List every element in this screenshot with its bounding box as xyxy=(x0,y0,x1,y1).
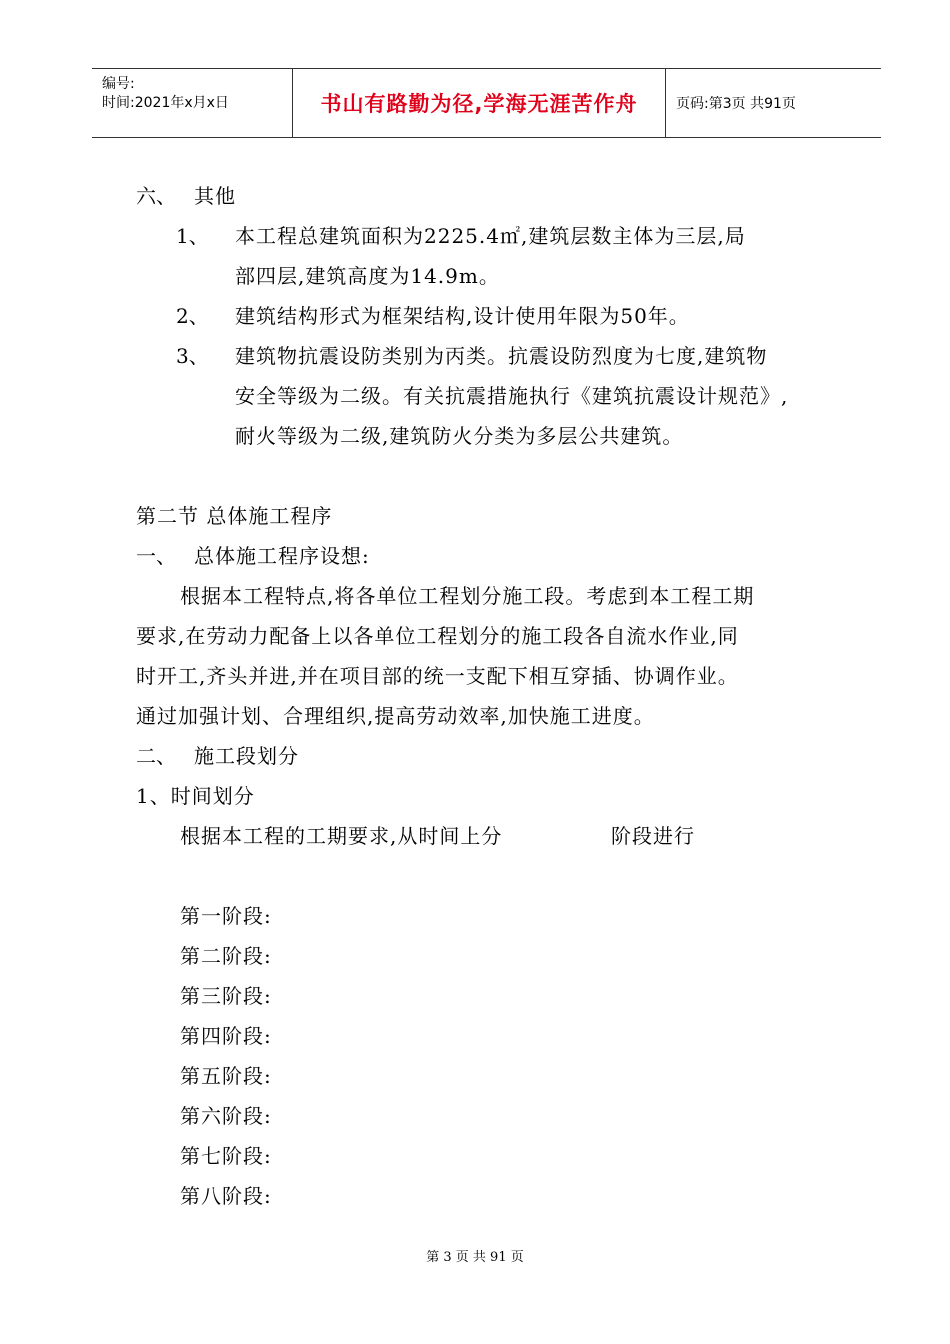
header-page-info: 页码:第3页 共91页 xyxy=(676,96,796,112)
section-six-title: 其他 xyxy=(194,184,236,208)
stage-label: 第三阶段: xyxy=(180,984,272,1008)
time-division-heading: 1、时间划分 xyxy=(136,784,255,808)
stage-label: 第六阶段: xyxy=(180,1104,272,1128)
item-line: 建筑结构形式为框架结构,设计使用年限为50年。 xyxy=(235,304,690,328)
item-line: 部四层,建筑高度为14.9m。 xyxy=(235,264,500,288)
header-motto: 书山有路勤为径,学海无涯苦作舟 xyxy=(292,69,666,137)
stage-label: 第四阶段: xyxy=(180,1024,272,1048)
paragraph-line: 通过加强计划、合理组织,提高劳动效率,加快施工进度。 xyxy=(136,704,655,728)
time-label: 时间:2021年x月x日 xyxy=(102,95,229,111)
section-six-marker: 六、 xyxy=(136,184,176,208)
section-two-title: 第二节 总体施工程序 xyxy=(136,504,333,528)
part-one-title: 总体施工程序设想: xyxy=(194,544,370,568)
time-division-intro-end: 阶段进行 xyxy=(611,824,695,848)
stage-label: 第八阶段: xyxy=(180,1184,272,1208)
item-line: 耐火等级为二级,建筑防火分类为多层公共建筑。 xyxy=(235,424,684,448)
item-line: 安全等级为二级。有关抗震措施执行《建筑抗震设计规范》, xyxy=(235,384,789,408)
stage-label: 第七阶段: xyxy=(180,1144,272,1168)
paragraph-line: 时开工,齐头并进,并在项目部的统一支配下相互穿插、协调作业。 xyxy=(136,664,739,688)
item-line: 建筑物抗震设防类别为丙类。抗震设防烈度为七度,建筑物 xyxy=(235,344,768,368)
item-number: 1、 xyxy=(176,224,209,248)
part-two-title: 施工段划分 xyxy=(194,744,299,768)
part-one-marker: 一、 xyxy=(136,544,176,568)
paragraph-line: 要求,在劳动力配备上以各单位工程划分的施工段各自流水作业,同 xyxy=(136,624,739,648)
item-line: 本工程总建筑面积为2225.4㎡,建筑层数主体为三层,局 xyxy=(235,224,746,248)
item-number: 3、 xyxy=(176,344,209,368)
stage-label: 第五阶段: xyxy=(180,1064,272,1088)
stage-label: 第二阶段: xyxy=(180,944,272,968)
header-meta xyxy=(92,69,292,137)
item-number: 2、 xyxy=(176,304,209,328)
page-footer: 第 3 页 共 91 页 xyxy=(426,1250,524,1265)
serial-label: 编号: xyxy=(102,76,135,92)
page-header xyxy=(92,68,881,138)
paragraph-line: 根据本工程特点,将各单位工程划分施工段。考虑到本工程工期 xyxy=(180,584,755,608)
part-two-marker: 二、 xyxy=(136,744,176,768)
stage-label: 第一阶段: xyxy=(180,904,272,928)
time-division-intro: 根据本工程的工期要求,从时间上分 xyxy=(180,824,503,848)
